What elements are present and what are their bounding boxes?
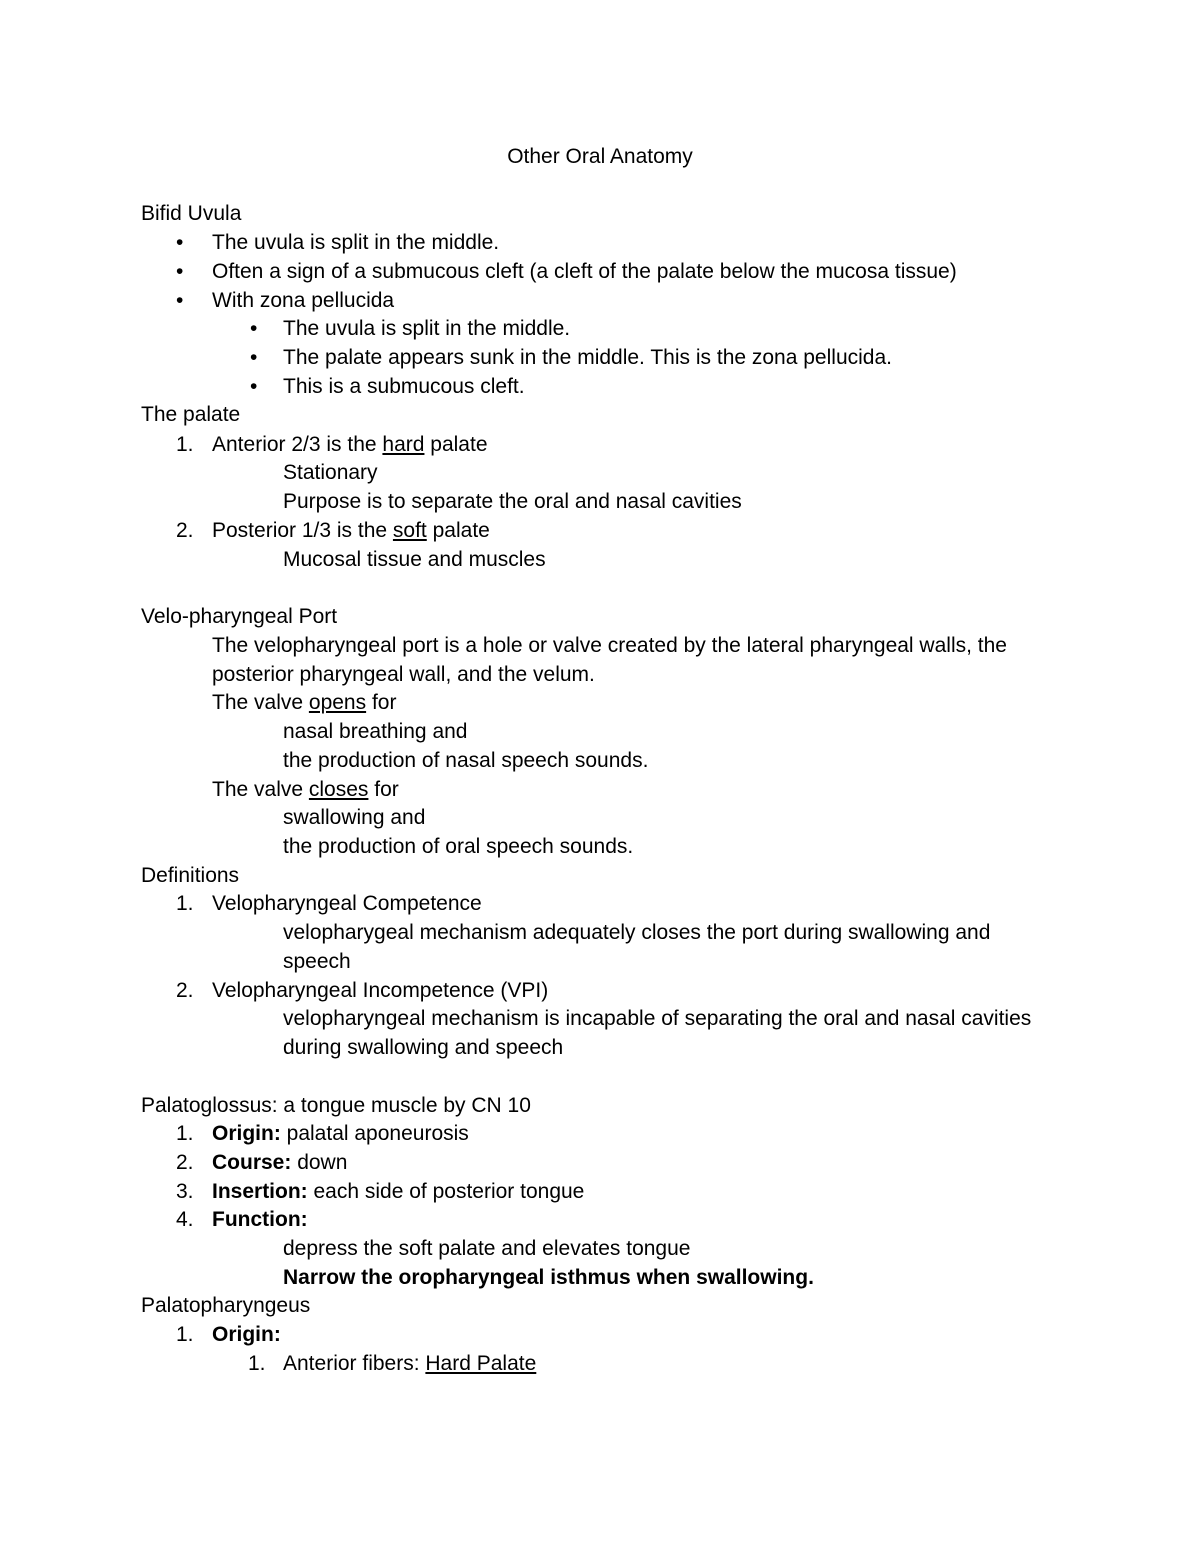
list-item: the production of oral speech sounds. bbox=[283, 835, 634, 858]
list-item: This is a submucous cleft. bbox=[283, 375, 525, 398]
list-number: 2. bbox=[176, 519, 194, 542]
list-item-continuation: during swallowing and speech bbox=[283, 1036, 564, 1059]
list-item: Purpose is to separate the oral and nasal cavities bbox=[283, 490, 742, 513]
section-heading-palate: The palate bbox=[141, 403, 241, 426]
list-item: Function: bbox=[212, 1208, 308, 1231]
list-number: 1. bbox=[176, 433, 194, 456]
list-item: Origin: palatal aponeurosis bbox=[212, 1122, 469, 1145]
section-heading-palatopharyngeus: Palatopharyngeus bbox=[141, 1294, 311, 1317]
section-heading-definitions: Definitions bbox=[141, 864, 240, 887]
list-number: 1. bbox=[248, 1352, 266, 1375]
list-item: swallowing and bbox=[283, 806, 426, 829]
bullet-icon: • bbox=[176, 231, 184, 254]
list-item: Narrow the oropharyngeal isthmus when swallowing. bbox=[283, 1266, 814, 1289]
list-item: Course: down bbox=[212, 1151, 348, 1174]
list-item: With zona pellucida bbox=[212, 289, 395, 312]
list-item-continuation: speech bbox=[283, 950, 351, 973]
paragraph-line: The valve closes for bbox=[212, 778, 399, 801]
list-number: 1. bbox=[176, 1122, 194, 1145]
list-item: The palate appears sunk in the middle. This is the zona pellucida. bbox=[283, 346, 892, 369]
list-item: Velopharyngeal Incompetence (VPI) bbox=[212, 979, 549, 1002]
bullet-icon: • bbox=[250, 346, 258, 369]
list-number: 2. bbox=[176, 1151, 194, 1174]
list-item: Anterior fibers: Hard Palate bbox=[283, 1352, 537, 1375]
list-item: Origin: bbox=[212, 1323, 281, 1346]
list-item: Velopharyngeal Competence bbox=[212, 892, 482, 915]
list-number: 4. bbox=[176, 1208, 194, 1231]
section-heading-bifid-uvula: Bifid Uvula bbox=[141, 202, 242, 225]
list-item: velopharyngeal mechanism is incapable of separating the oral and nasal cavities bbox=[283, 1007, 1032, 1030]
paragraph-line: posterior pharyngeal wall, and the velum. bbox=[212, 663, 595, 686]
list-item: the production of nasal speech sounds. bbox=[283, 749, 649, 772]
list-item: depress the soft palate and elevates tongue bbox=[283, 1237, 691, 1260]
list-item: velopharygeal mechanism adequately closes the port during swallowing and bbox=[283, 921, 991, 944]
bullet-icon: • bbox=[176, 260, 184, 283]
list-item: nasal breathing and bbox=[283, 720, 468, 743]
list-item: Mucosal tissue and muscles bbox=[283, 548, 546, 571]
list-number: 3. bbox=[176, 1180, 194, 1203]
section-heading-velopharyngeal-port: Velo-pharyngeal Port bbox=[141, 605, 338, 628]
list-number: 1. bbox=[176, 1323, 194, 1346]
list-item: Often a sign of a submucous cleft (a cleft of the palate below the mucosa tissue) bbox=[212, 260, 957, 283]
page-title: Other Oral Anatomy bbox=[507, 145, 693, 168]
list-item: Anterior 2/3 is the hard palate bbox=[212, 433, 488, 456]
list-item: The uvula is split in the middle. bbox=[283, 317, 571, 340]
bullet-icon: • bbox=[250, 317, 258, 340]
list-number: 1. bbox=[176, 892, 194, 915]
paragraph-line: The velopharyngeal port is a hole or valve created by the lateral pharyngeal walls, the bbox=[212, 634, 1007, 657]
list-item: The uvula is split in the middle. bbox=[212, 231, 500, 254]
bullet-icon: • bbox=[250, 375, 258, 398]
list-item: Stationary bbox=[283, 461, 378, 484]
list-item: Posterior 1/3 is the soft palate bbox=[212, 519, 490, 542]
bullet-icon: • bbox=[176, 289, 184, 312]
section-heading-palatoglossus: Palatoglossus: a tongue muscle by CN 10 bbox=[141, 1094, 531, 1117]
paragraph-line: The valve opens for bbox=[212, 691, 397, 714]
list-number: 2. bbox=[176, 979, 194, 1002]
list-item: Insertion: each side of posterior tongue bbox=[212, 1180, 585, 1203]
